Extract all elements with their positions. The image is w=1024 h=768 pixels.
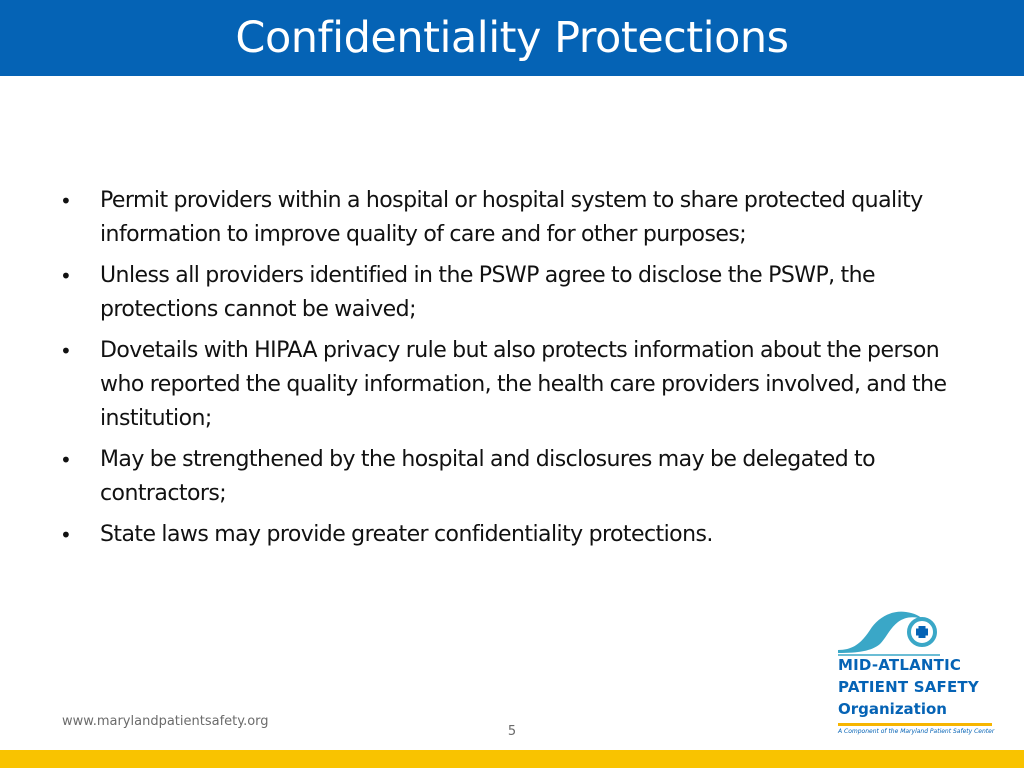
bullet-item bbox=[56, 443, 976, 511]
logo-line-3: Organization bbox=[838, 700, 947, 718]
slide-title: Confidentiality Protections bbox=[235, 13, 789, 63]
bullet-item bbox=[56, 518, 976, 552]
bottom-band bbox=[0, 750, 1024, 768]
logo-divider bbox=[838, 723, 992, 726]
bullet-text: Permit providers within a hospital or hospital system to share protected quality information to improve quality of care and for other purposes; bbox=[100, 188, 923, 247]
bullet-marker: • bbox=[60, 264, 72, 288]
footer-url: www.marylandpatientsafety.org bbox=[62, 714, 269, 729]
bullet-item bbox=[56, 184, 976, 252]
bullet-text: May be strengthened by the hospital and disclosures may be delegated to contractors; bbox=[100, 447, 876, 506]
logo-line-1: MID-ATLANTIC bbox=[838, 656, 962, 674]
wave-cross-icon bbox=[836, 604, 946, 656]
bullet-item bbox=[56, 259, 976, 327]
bullet-text: Dovetails with HIPAA privacy rule but also protects information about the person who reported the quality information, the health care providers involved, and the institution; bbox=[100, 338, 947, 431]
organization-logo bbox=[832, 600, 998, 740]
bullet-marker: • bbox=[60, 523, 72, 547]
logo-line-2: PATIENT SAFETY bbox=[838, 678, 979, 696]
logo-tagline: A Component of the Maryland Patient Safety Center bbox=[838, 728, 995, 735]
bullet-item bbox=[56, 334, 976, 436]
bullet-text: State laws may provide greater confidentiality protections. bbox=[100, 522, 713, 547]
bullet-marker: • bbox=[60, 189, 72, 213]
title-bar bbox=[0, 0, 1024, 76]
page-number: 5 bbox=[507, 724, 517, 739]
bullet-marker: • bbox=[60, 339, 72, 363]
bullet-text: Unless all providers identified in the PSWP agree to disclose the PSWP, the protections cannot be waived; bbox=[100, 263, 876, 322]
bullet-marker: • bbox=[60, 448, 72, 472]
bullet-list bbox=[56, 184, 976, 559]
